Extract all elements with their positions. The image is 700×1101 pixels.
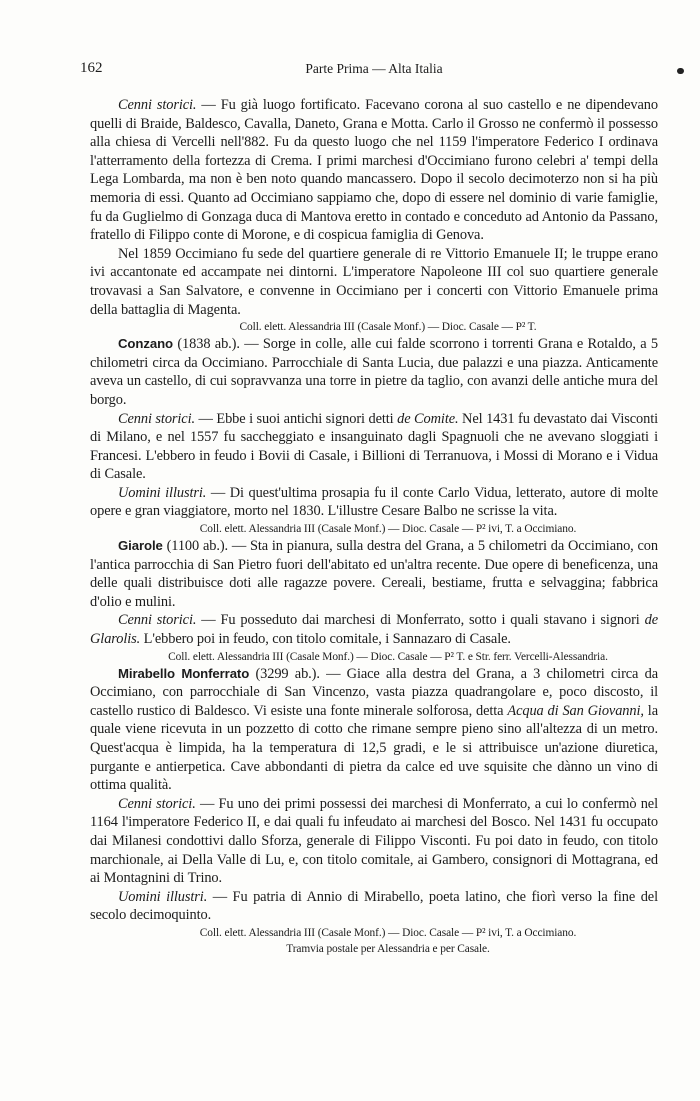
- paragraph-text: (1838 ab.). — Sorge in colle, alle cui falde scorrono i torrenti Grana e Rotaldo, a 5 chilometri circa da Occimiano. Parrocchiale di Santa Lucia, due palazzi e una piazza. Anticamente aveva un castello, di cui sopravvanza una torre in pietre da taglio, con avanzi delle antiche mura del borgo.: [90, 336, 658, 408]
- body-text: [90, 96, 658, 957]
- paragraph-text: — Di quest'ultima prosapia fu il conte Carlo Vidua, letterato, autore di molte opere e gran viaggiatore, morto nel 1830. L'illustre Cesare Balbo ne scrisse la vita.: [90, 484, 658, 520]
- paragraph-text: — Fu uno dei primi possessi dei marchesi di Monferrato, a cui lo confermò nel 1164 l'imperatore Federico II, e dai quali fu infeudato ai marchesi del Bosco. Nel 1431 fu occupato dai Milanesi condottivi dallo Sforza, generale di Filippo Visconti. Fu poi dato in feudo, con titolo marchionale, ai Della Valle di Lu, e, con titolo comitale, ai Gambero, consignori di Mottagrana, ed ai Montagnini di Trino.: [90, 795, 658, 887]
- section-label: Uomini illustri.: [118, 484, 207, 501]
- paragraph-text: la quale viene ricevuta in un pozzetto di cotto che rimane sempre pieno sino all'altezza di un metro. Quest'acqua è limpida, ha la temperatura di 12,5 gradi, e le si attribuisce un'azione diuretica, purgante e antierpetica. Cave abbondanti di pietra da calce ed uve squisite che dànno un vino di ottima qualità.: [90, 702, 658, 794]
- conzano-uomini: [90, 484, 658, 521]
- paragraph-text: — Ebbe i suoi antichi signori detti: [195, 410, 398, 427]
- running-head: Parte Prima — Alta Italia: [305, 61, 443, 76]
- paragraph-text: (1100 ab.). — Sta in pianura, sulla destra del Grana, a 5 chilometri da Occimiano, con l'antica parrocchia di San Pietro fuori dell'abitato ed un'altra recente. Due opere di beneficenza, una delle quali distribuisce doti alle ragazze povere. Cereali, bestiame, frutta e selvaggina; fabbrica d'olio e mulini.: [90, 538, 658, 610]
- place-name: Giarole: [118, 538, 163, 554]
- paragraph-text: — Fu già luogo fortificato. Facevano corona al suo castello e ne dipendevano quelli di Braide, Baldesco, Cavalla, Daneto, Grana e Motta. Carlo il Grosso ne confermò il possesso alla chiesa di Vercelli nell'882. Fu da questo luogo che nel 1159 l'imperatore Federico I ordinava l'atterramento della fortezza di Crema. I primi marchesi d'Occimiano furono celebri a' tempi della Lega Lombarda, ma non è ben noto quando mancassero. Dopo il secolo decimoterzo non si ha più memoria di essi. Quanto ad Occimiano sappiamo che, dopo di essere nel dominio di varie famiglie, fu da Guglielmo di Gonzaga duca di Mantova eretto in contado e conceduto ad Antonio da Passano, fratello di Filippo conte di Morone, e di cospicua famiglia di Genova.: [90, 97, 658, 244]
- italic-text: de Glarolis.: [90, 612, 658, 648]
- paragraph-text: Nel 1431 fu devastato dai Visconti di Milano, e nel 1557 fu saccheggiato e insanguinato dagli Spagnuoli che ne avevano sloggiati i Francesi. L'ebbero in feudo i Bovii di Casale, i Billioni di Terranuova, i Mossi di Morano e i Vidua di Casale.: [90, 410, 658, 483]
- page-number: 162: [80, 60, 103, 76]
- place-name: Conzano: [118, 336, 173, 352]
- section-label: Cenni storici.: [118, 410, 195, 427]
- collegio-line: Coll. elett. Alessandria III (Casale Monf.) — Dioc. Casale — P² T.: [239, 321, 537, 334]
- collegio-line: Coll. elett. Alessandria III (Casale Monf.) — Dioc. Casale — P² ivi, T. a Occimiano.: [199, 926, 577, 939]
- occimiano-storici: [90, 96, 658, 245]
- section-label: Cenni storici.: [118, 795, 196, 812]
- giarole-storici: [90, 611, 658, 648]
- italic-text: de Comite.: [397, 410, 459, 427]
- mirabello-uomini: [90, 888, 658, 925]
- giarole-entry: [90, 537, 658, 611]
- page-header: [80, 60, 658, 80]
- mirabello-entry: [90, 665, 658, 795]
- place-name: Mirabello Monferrato: [118, 665, 250, 681]
- mirabello-storici: [90, 795, 658, 888]
- collegio-line: Coll. elett. Alessandria III (Casale Monf.) — Dioc. Casale — P² ivi, T. a Occimiano.: [199, 523, 577, 536]
- paragraph-text: (3299 ab.). — Giace alla destra del Grana, a 3 chilometri circa da Occimiano, con parrocchiale di San Vincenzo, vasta piazza quadrangolare e, poco discosto, il castello rustico di Baldesco. Vi esiste una fonte minerale solforosa, detta: [90, 665, 658, 719]
- paragraph-text: — Fu posseduto dai marchesi di Monferrato, sotto i quali stavano i signori: [196, 612, 645, 629]
- page-edge-mark: [677, 68, 684, 74]
- conzano-entry: [90, 335, 658, 409]
- section-label: Cenni storici.: [118, 97, 197, 113]
- collegio-line: Coll. elett. Alessandria III (Casale Monf.) — Dioc. Casale — P² T. e Str. ferr. Vercelli-Alessandria.: [168, 650, 608, 663]
- paragraph-text: L'ebbero poi in feudo, con titolo comitale, i Sannazaro di Casale.: [140, 631, 511, 648]
- section-label: Uomini illustri.: [118, 888, 208, 905]
- section-label: Cenni storici.: [118, 612, 197, 629]
- conzano-storici: [90, 410, 658, 484]
- tramvia-line: Tramvia postale per Alessandria e per Casale.: [286, 942, 490, 955]
- occimiano-1859: Nel 1859 Occimiano fu sede del quartiere generale di re Vittorio Emanuele II; le truppe erano ivi accantonate ed accampate nei dintorni. L'imperatore Napoleone III col suo quartiere generale trovavasi a San Salvatore, e convenne in Occimiano per i concerti con Vittorio Emanuele prima della battaglia di Magenta.: [90, 245, 658, 318]
- italic-text: Acqua di San Giovanni,: [507, 702, 644, 719]
- paragraph-text: — Fu patria di Annio di Mirabello, poeta latino, che fiorì verso la fine del secolo decimoquinto.: [90, 888, 658, 924]
